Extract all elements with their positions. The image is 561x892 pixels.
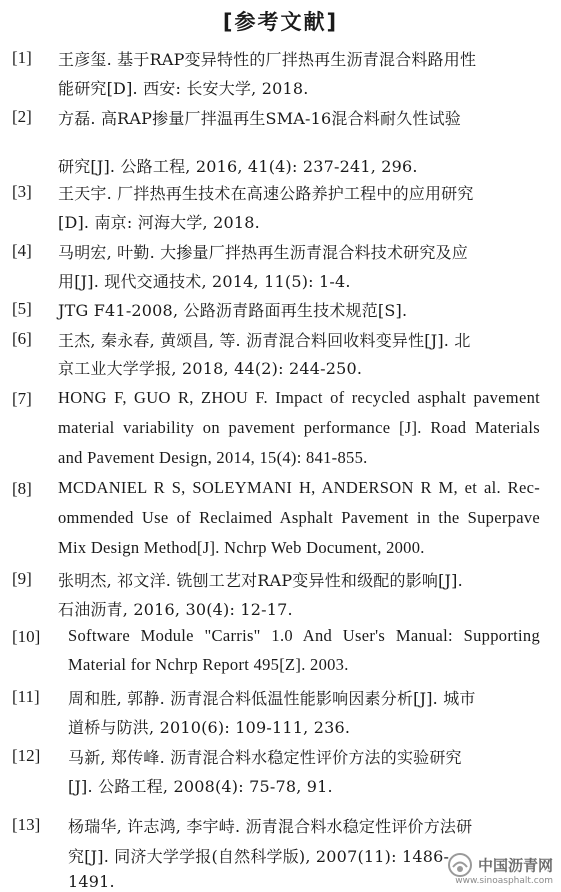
reference-text-line: 京工业大学学报, 2018, 44(2): 244-250. [58, 359, 363, 378]
reference-text-line: 杨瑞华, 许志鸿, 李宇峙. 沥青混合料水稳定性评价方法研 [68, 817, 473, 836]
reference-text-line: MCDANIEL R S, SOLEYMANI H, ANDERSON R M, et al. Rec- [58, 478, 540, 497]
references-heading: [参考文献] [222, 10, 339, 34]
reference-text-line: 张明杰, 祁文洋. 铣刨工艺对RAP变异性和级配的影响[J]. [58, 571, 463, 590]
reference-text-line: 能研究[D]. 西安: 长安大学, 2018. [58, 79, 309, 98]
reference-text-line: 周和胜, 郭静. 沥青混合料低温性能影响因素分析[J]. 城市 [68, 689, 476, 708]
reference-text-line: 用[J]. 现代交通技术, 2014, 11(5): 1-4. [58, 272, 351, 291]
reference-text-line: [J]. 公路工程, 2008(4): 75-78, 91. [68, 777, 333, 796]
reference-number: [5] [12, 299, 32, 318]
reference-text-line: Material for Nchrp Report 495[Z]. 2003. [68, 655, 349, 674]
reference-text-line: 王天宇. 厂拌热再生技术在高速公路养护工程中的应用研究 [58, 184, 474, 203]
reference-number: [8] [12, 479, 32, 498]
reference-text-line: Software Module "Carris" 1.0 And User's Manual: Supporting [68, 626, 540, 645]
reference-text-line: [D]. 南京: 河海大学, 2018. [58, 213, 260, 232]
reference-number: [13] [12, 815, 41, 834]
reference-text-line: 方磊. 高RAP掺量厂拌温再生SMA-16混合料耐久性试验 [58, 109, 462, 128]
watermark-url: www.sinoasphalt.com [455, 876, 553, 886]
reference-number: [1] [12, 48, 32, 67]
reference-text-line: JTG F41-2008, 公路沥青路面再生技术规范[S]. [58, 301, 408, 320]
reference-text-line: 王彦玺. 基于RAP变异特性的厂拌热再生沥青混合料路用性 [58, 50, 477, 69]
reference-number: [6] [12, 329, 32, 348]
reference-number: [4] [12, 241, 32, 260]
reference-text-line: 1491. [68, 872, 115, 891]
reference-text-line: 王杰, 秦永春, 黄颂昌, 等. 沥青混合料回收料变异性[J]. 北 [58, 331, 471, 350]
reference-text-line: and Pavement Design, 2014, 15(4): 841-855. [58, 448, 368, 467]
reference-text-line: material variability on pavement performance [J]. Road Materials [58, 418, 540, 437]
reference-number: [2] [12, 107, 32, 126]
reference-number: [10] [12, 627, 41, 646]
reference-number: [11] [12, 687, 40, 706]
reference-number: [12] [12, 746, 41, 765]
site-logo-icon [447, 852, 473, 878]
reference-number: [9] [12, 569, 32, 588]
reference-text-line: 研究[J]. 公路工程, 2016, 41(4): 237-241, 296. [58, 157, 418, 176]
reference-text-line: 究[J]. 同济大学学报(自然科学版), 2007(11): 1486- [68, 847, 450, 866]
reference-text-line: 马明宏, 叶勤. 大掺量厂拌热再生沥青混合料技术研究及应 [58, 243, 468, 262]
watermark-name: 中国沥青网 [477, 856, 553, 875]
watermark [447, 852, 553, 886]
reference-text-line: 马新, 郑传峰. 沥青混合料水稳定性评价方法的实验研究 [68, 748, 462, 767]
reference-text-line: HONG F, GUO R, ZHOU F. Impact of recycled asphalt pavement [58, 388, 540, 407]
reference-number: [3] [12, 182, 32, 201]
reference-text-line: 道桥与防洪, 2010(6): 109-111, 236. [68, 718, 351, 737]
reference-number: [7] [12, 389, 32, 408]
reference-text-line: Mix Design Method[J]. Nchrp Web Document, 2000. [58, 538, 425, 557]
reference-text-line: 石油沥青, 2016, 30(4): 12-17. [58, 600, 293, 619]
reference-text-line: ommended Use of Reclaimed Asphalt Pavement in the Superpave [58, 508, 540, 527]
